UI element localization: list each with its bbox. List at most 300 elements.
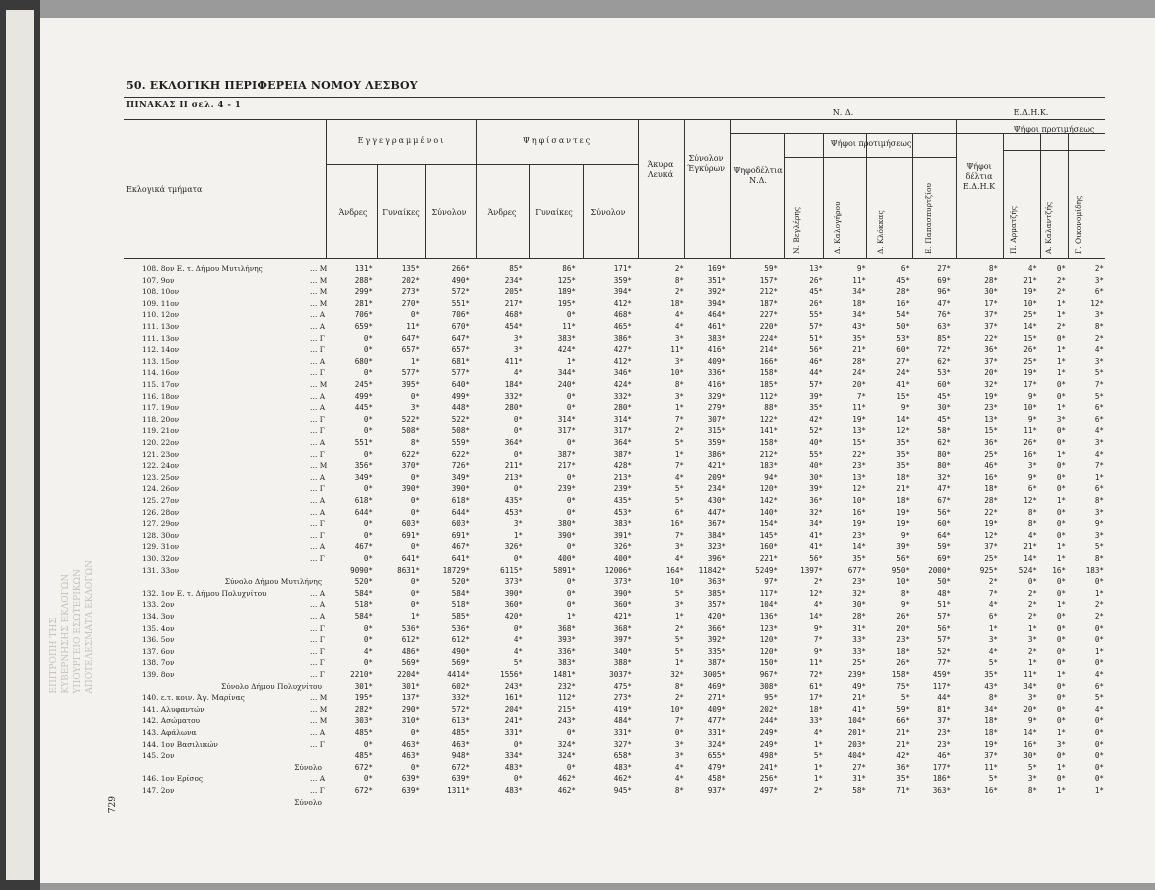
value-cell: 25* (984, 554, 998, 563)
value-cell: 0* (1094, 623, 1104, 633)
value-cell: 584* (451, 588, 470, 598)
subhead-candidate: Ε. Παπασπυρτζίου (924, 182, 933, 254)
value-cell: 46* (984, 461, 998, 471)
value-cell: 336* (707, 368, 726, 378)
value-cell: 469* (707, 681, 726, 691)
value-cell: 647* (451, 333, 470, 343)
value-cell: 137* (401, 693, 420, 703)
value-cell: 46* (937, 751, 951, 761)
value-cell: 271* (707, 693, 726, 703)
value-cell: 185* (759, 380, 778, 389)
subhead-candidate: Δ. Καλογήρου (833, 201, 842, 254)
value-cell: 280* (504, 403, 523, 413)
value-cell: 120* (759, 646, 778, 656)
table-rule (1003, 150, 1105, 151)
value-cell: 40* (809, 461, 823, 471)
value-cell: 11* (852, 403, 866, 413)
value-cell: 497* (759, 786, 778, 795)
value-cell: 51* (937, 600, 951, 610)
value-cell: 0* (1056, 623, 1066, 633)
value-cell: 220* (759, 322, 778, 331)
value-cell: 360* (504, 600, 523, 610)
value-cell: 0* (1056, 519, 1066, 529)
section-label: Σύνολο (294, 762, 322, 772)
section-label: 136. 5ον (142, 635, 175, 645)
value-cell: 524* (1018, 565, 1037, 575)
value-cell: 2204* (397, 670, 420, 679)
section-label: 127. 29ον (142, 519, 180, 529)
value-cell: 55* (809, 310, 823, 320)
value-cell: 7* (856, 391, 866, 401)
value-cell: 0* (410, 728, 420, 737)
value-cell: 363* (707, 577, 726, 587)
value-cell: 612* (451, 635, 470, 645)
value-cell: 3* (410, 403, 420, 413)
value-cell: 60* (937, 380, 951, 389)
value-cell: 2* (1094, 612, 1104, 621)
value-cell: 1* (1056, 449, 1066, 459)
value-cell: 2000* (928, 565, 951, 575)
value-cell: 421* (707, 461, 726, 471)
value-cell: 3* (513, 333, 523, 343)
section-type: … Γ (310, 345, 325, 355)
value-cell: 323* (707, 542, 726, 552)
value-cell: 518* (451, 600, 470, 610)
value-cell: 468* (504, 310, 523, 320)
value-cell: 0* (363, 345, 373, 355)
table-row (0, 715, 1155, 726)
value-cell: 86* (562, 264, 576, 273)
table-row (0, 437, 1155, 448)
section-type: … Γ (310, 623, 325, 633)
value-cell: 55* (809, 449, 823, 459)
table-row (0, 507, 1155, 518)
value-cell: 3* (988, 635, 998, 645)
value-cell: 16* (1023, 449, 1037, 459)
value-cell: 0* (1056, 507, 1066, 517)
value-cell: 169* (707, 264, 726, 273)
value-cell: 22* (984, 507, 998, 517)
value-cell: 9* (813, 623, 823, 633)
section-label: 142. Ασώματου (142, 716, 201, 726)
table-row (0, 356, 1155, 367)
value-cell: 0* (410, 507, 420, 517)
value-cell: 59* (896, 704, 910, 714)
value-cell: 3* (1094, 356, 1104, 366)
value-cell: 270* (401, 298, 420, 308)
value-cell: 8* (674, 380, 684, 389)
value-cell: 360* (613, 600, 632, 610)
value-cell: 201* (847, 728, 866, 737)
value-cell: 332* (504, 391, 523, 401)
value-cell: 0* (410, 310, 420, 320)
value-cell: 5* (1094, 368, 1104, 378)
table-rule (823, 133, 824, 258)
value-cell: 20* (852, 380, 866, 389)
value-cell: 2* (674, 426, 684, 436)
value-cell: 26* (809, 298, 823, 308)
header-valid: Σύνολον Έγκύρων (687, 154, 725, 173)
value-cell: 0* (1094, 728, 1104, 737)
value-cell: 4414* (447, 670, 470, 679)
value-cell: 12* (896, 426, 910, 436)
table-row (0, 588, 1155, 599)
section-type: … Γ (310, 554, 325, 563)
value-cell: 213* (613, 472, 632, 482)
value-cell: 3* (674, 333, 684, 343)
value-cell: 244* (759, 716, 778, 726)
value-cell: 9* (856, 264, 866, 273)
value-cell: 75* (896, 681, 910, 691)
value-cell: 1* (1094, 786, 1104, 795)
value-cell: 453* (613, 507, 632, 517)
table-rule (784, 133, 785, 258)
value-cell: 14* (1023, 322, 1037, 331)
value-cell: 21* (896, 739, 910, 749)
value-cell: 288* (354, 275, 373, 285)
value-cell: 30* (852, 600, 866, 610)
value-cell: 241* (504, 716, 523, 726)
value-cell: 0* (566, 762, 576, 772)
section-type: … Α (310, 588, 326, 598)
value-cell: 416* (707, 380, 726, 389)
value-cell: 948* (451, 751, 470, 761)
value-cell: 3* (674, 356, 684, 366)
value-cell: 2* (813, 786, 823, 795)
value-cell: 10* (670, 704, 684, 714)
value-cell: 28* (852, 356, 866, 366)
value-cell: 37* (984, 751, 998, 761)
value-cell: 467* (354, 542, 373, 552)
value-cell: 2* (1056, 322, 1066, 331)
value-cell: 26* (1023, 345, 1037, 355)
value-cell: 33* (809, 716, 823, 726)
value-cell: 1* (410, 612, 420, 621)
value-cell: 639* (401, 786, 420, 795)
value-cell: 359* (613, 275, 632, 285)
value-cell: 60* (937, 519, 951, 529)
bleed-line: ΚΥΒΕΡΝΗΣΗΣ ΕΚΛΟΓΩΝ (61, 573, 71, 694)
value-cell: 551* (354, 438, 373, 447)
value-cell: 0* (1056, 751, 1066, 761)
value-cell: 112* (557, 693, 576, 703)
value-cell: 37* (984, 542, 998, 552)
value-cell: 394* (613, 287, 632, 297)
value-cell: 282* (354, 704, 373, 714)
value-cell: 44* (937, 693, 951, 703)
value-cell: 8* (1027, 519, 1037, 529)
section-type: … Μ (310, 264, 328, 273)
value-cell: 672* (354, 762, 373, 772)
value-cell: 0* (1094, 577, 1104, 587)
section-type: … Α (310, 612, 326, 621)
value-cell: 331* (504, 728, 523, 737)
value-cell: 18* (809, 704, 823, 714)
value-cell: 4* (674, 774, 684, 784)
value-cell: 411* (504, 356, 523, 366)
value-cell: 499* (451, 391, 470, 401)
value-cell: 28* (852, 612, 866, 621)
value-cell: 202* (401, 275, 420, 285)
table-row (0, 750, 1155, 761)
value-cell: 430* (707, 496, 726, 505)
value-cell: 4* (813, 728, 823, 737)
value-cell: 0* (1056, 484, 1066, 494)
value-cell: 60* (896, 345, 910, 355)
section-label: 140. ε.τ. κοιν. Άγ. Μαρίνας (142, 693, 245, 703)
value-cell: 31* (852, 623, 866, 633)
value-cell: 35* (852, 333, 866, 343)
value-cell: 706* (354, 310, 373, 320)
value-cell: 136* (759, 612, 778, 621)
value-cell: 0* (566, 403, 576, 413)
value-cell: 18* (984, 484, 998, 494)
value-cell: 20* (896, 623, 910, 633)
value-cell: 158* (759, 438, 778, 447)
value-cell: 239* (557, 484, 576, 494)
value-cell: 13* (984, 414, 998, 424)
value-cell: 0* (1056, 461, 1066, 471)
value-cell: 0* (566, 577, 576, 587)
table-row (0, 530, 1155, 541)
value-cell: 383* (557, 658, 576, 668)
value-cell: 35* (896, 774, 910, 784)
section-label: 107. 9ον (142, 275, 175, 285)
value-cell: 117* (759, 588, 778, 598)
value-cell: 335* (707, 646, 726, 656)
section-label: 130. 32ον (142, 554, 180, 563)
value-cell: 10* (896, 577, 910, 587)
value-cell: 367* (707, 519, 726, 529)
value-cell: 8631* (397, 565, 420, 575)
value-cell: 1* (566, 612, 576, 621)
value-cell: 336* (557, 646, 576, 656)
section-label: 121. 23ον (142, 449, 180, 459)
table-row (0, 773, 1155, 784)
value-cell: 647* (401, 333, 420, 343)
value-cell: 50* (937, 577, 951, 587)
value-cell: 334* (504, 751, 523, 761)
value-cell: 15* (984, 426, 998, 436)
value-cell: 0* (1056, 426, 1066, 436)
value-cell: 36* (896, 762, 910, 772)
value-cell: 214* (759, 345, 778, 355)
bleed-line: ΑΠΟΤΕΛΕΣΜΑΤΑ ΕΚΛΟΓΩΝ (85, 560, 95, 694)
value-cell: 680* (354, 356, 373, 366)
value-cell: 2* (1027, 612, 1037, 621)
value-cell: 498* (759, 751, 778, 761)
value-cell: 4* (1094, 345, 1104, 355)
value-cell: 16* (670, 519, 684, 529)
section-type: … Μ (310, 275, 328, 285)
section-type: … Μ (310, 380, 328, 389)
value-cell: 6* (900, 264, 910, 273)
section-type: … Γ (310, 484, 325, 494)
table-rule (1003, 133, 1004, 258)
table-row (0, 739, 1155, 750)
value-cell: 508* (451, 426, 470, 436)
section-label: 109. 11ον (142, 298, 180, 308)
value-cell: 24* (852, 368, 866, 378)
value-cell: 166* (759, 356, 778, 366)
value-cell: 349* (451, 472, 470, 482)
subtotal-row (0, 762, 1155, 773)
section-type: … Γ (310, 519, 325, 529)
value-cell: 5* (674, 438, 684, 447)
value-cell: 11* (562, 322, 576, 331)
value-cell: 577* (451, 368, 470, 378)
value-cell: 2* (1056, 275, 1066, 285)
value-cell: 370* (401, 461, 420, 471)
value-cell: 603* (451, 519, 470, 529)
value-cell: 30* (984, 287, 998, 297)
value-cell: 6* (1094, 403, 1104, 413)
table-row (0, 692, 1155, 703)
value-cell: 8* (900, 588, 910, 598)
value-cell: 380* (557, 519, 576, 529)
section-type: … Μ (310, 704, 328, 714)
table-row (0, 333, 1155, 344)
value-cell: 40* (809, 438, 823, 447)
value-cell: 396* (707, 554, 726, 563)
value-cell: 584* (354, 612, 373, 621)
value-cell: 15* (852, 438, 866, 447)
value-cell: 945* (613, 786, 632, 795)
value-cell: 2* (1094, 333, 1104, 343)
value-cell: 3* (1094, 507, 1104, 517)
value-cell: 349* (354, 472, 373, 482)
value-cell: 290* (401, 704, 420, 714)
value-cell: 142* (759, 496, 778, 505)
value-cell: 18* (984, 716, 998, 726)
value-cell: 397* (613, 635, 632, 645)
table-row (0, 634, 1155, 645)
table-row (0, 495, 1155, 506)
value-cell: 5* (1094, 693, 1104, 703)
value-cell: 66* (896, 716, 910, 726)
value-cell: 520* (451, 577, 470, 587)
header-edhk-ballot: Ψήφοι δέλτια Ε.Δ.Η.Κ (962, 162, 996, 191)
value-cell: 3* (1027, 635, 1037, 645)
value-cell: 213* (504, 472, 523, 482)
value-cell: 0* (1056, 530, 1066, 540)
value-cell: 140* (759, 507, 778, 517)
value-cell: 484* (613, 716, 632, 726)
value-cell: 0* (566, 728, 576, 737)
value-cell: 205* (504, 287, 523, 297)
value-cell: 5* (674, 588, 684, 598)
value-cell: 57* (937, 612, 951, 621)
section-label: Σύνολο (294, 797, 322, 807)
value-cell: 1* (813, 762, 823, 772)
table-row (0, 425, 1155, 436)
table-row (0, 391, 1155, 402)
section-label: 131. 33ον (142, 565, 180, 575)
value-cell: 19* (896, 507, 910, 517)
value-cell: 94* (764, 472, 778, 482)
value-cell: 209* (707, 472, 726, 482)
value-cell: 4* (674, 762, 684, 772)
value-cell: 88* (764, 403, 778, 413)
value-cell: 16* (1023, 739, 1037, 749)
value-cell: 12* (852, 484, 866, 494)
value-cell: 412* (613, 298, 632, 308)
value-cell: 32* (809, 507, 823, 517)
value-cell: 0* (513, 774, 523, 784)
value-cell: 239* (613, 484, 632, 494)
value-cell: 0* (1056, 380, 1066, 389)
value-cell: 19* (1023, 368, 1037, 378)
value-cell: 5* (1027, 762, 1037, 772)
value-cell: 1* (674, 658, 684, 668)
value-cell: 332* (451, 693, 470, 703)
value-cell: 16* (852, 507, 866, 517)
section-type: … Γ (310, 739, 325, 749)
value-cell: 3* (674, 600, 684, 610)
value-cell: 344* (557, 368, 576, 378)
section-type: … Γ (310, 449, 325, 459)
section-type: … Α (310, 438, 326, 447)
value-cell: 2* (1094, 264, 1104, 273)
section-type: … Μ (310, 693, 328, 703)
value-cell: 42* (809, 414, 823, 424)
value-cell: 7* (674, 530, 684, 540)
value-cell: 15* (1023, 333, 1037, 343)
value-cell: 4* (674, 322, 684, 331)
value-cell: 314* (557, 414, 576, 424)
value-cell: 80* (937, 449, 951, 459)
value-cell: 23* (852, 461, 866, 471)
section-label: 137. 6ον (142, 646, 175, 656)
value-cell: 51* (809, 333, 823, 343)
value-cell: 622* (401, 449, 420, 459)
value-cell: 409* (707, 356, 726, 366)
value-cell: 14* (1023, 728, 1037, 737)
value-cell: 45* (937, 391, 951, 401)
value-cell: 307* (707, 414, 726, 424)
value-cell: 72* (937, 345, 951, 355)
section-label: 133. 2ον (142, 600, 175, 610)
value-cell: 125* (557, 275, 576, 285)
value-cell: 30* (809, 472, 823, 482)
value-cell: 0* (363, 739, 373, 749)
value-cell: 227* (759, 310, 778, 320)
header-nd-ballot: Ψηφοδέλτια Ν.Δ. (733, 166, 783, 185)
value-cell: 0* (363, 635, 373, 645)
value-cell: 2* (1027, 588, 1037, 598)
value-cell: 20* (1023, 704, 1037, 714)
value-cell: 2* (813, 577, 823, 587)
value-cell: 23* (984, 403, 998, 413)
header-bottom-rule (124, 258, 1105, 259)
value-cell: 16* (896, 298, 910, 308)
value-cell: 7* (813, 635, 823, 645)
value-cell: 0* (363, 554, 373, 563)
value-cell: 7* (674, 461, 684, 471)
value-cell: 164* (665, 565, 684, 575)
value-cell: 16* (984, 786, 998, 795)
section-type: … Α (310, 542, 326, 552)
value-cell: 351* (707, 275, 726, 285)
value-cell: 644* (354, 507, 373, 517)
section-type: … Γ (310, 670, 325, 679)
value-cell: 331* (613, 728, 632, 737)
value-cell: 390* (401, 484, 420, 494)
value-cell: 53* (896, 333, 910, 343)
value-cell: 239* (847, 670, 866, 679)
value-cell: 62* (937, 356, 951, 366)
value-cell: 58* (937, 426, 951, 436)
